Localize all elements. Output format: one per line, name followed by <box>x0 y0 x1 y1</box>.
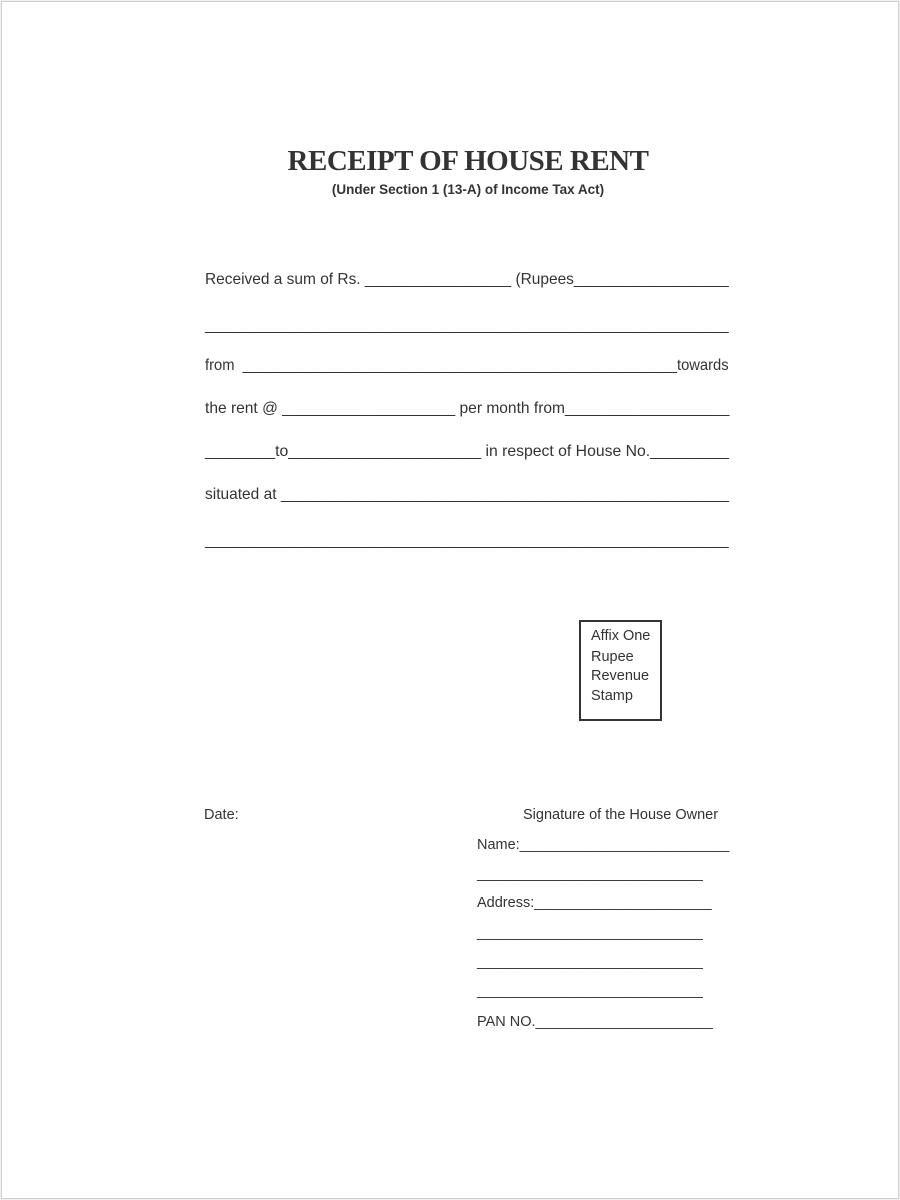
blank-line: ____________________________ <box>477 954 703 970</box>
received-sum-line: Received a sum of Rs. _________________ (Rupees__________________ <box>205 271 729 288</box>
situated-at-line: situated at ____________________________________________________ <box>205 486 729 503</box>
owner-name-line: Name:__________________________ <box>477 837 730 853</box>
rupees-continuation-line: _______________________________________________________________ <box>205 317 729 334</box>
blank-line: ____________________________ <box>477 925 703 941</box>
stamp-text-line: Stamp <box>591 688 633 704</box>
rent-rate-line: the rent @ ____________________ per month from___________________ <box>205 400 730 417</box>
stamp-text-line: Affix One <box>591 628 651 644</box>
date-label: Date: <box>204 807 239 823</box>
blank-line: ____________________________ <box>477 983 703 999</box>
document-title: RECEIPT OF HOUSE RENT <box>287 145 649 177</box>
revenue-stamp-box <box>579 620 662 721</box>
pan-number-line: PAN NO.______________________ <box>477 1014 713 1030</box>
blank-line: ____________________________ <box>477 866 703 882</box>
signature-label: Signature of the House Owner <box>523 807 719 823</box>
stamp-text-line: Rupee <box>591 649 634 665</box>
stamp-text-line: Revenue <box>591 668 650 684</box>
from-towards-line: from _____________________________________________________towards <box>205 357 729 374</box>
house-number-line: ________to______________________ in respect of House No._________ <box>205 443 730 460</box>
address-continuation-line: _______________________________________________________________ <box>205 532 729 549</box>
owner-address-line: Address:______________________ <box>477 895 712 911</box>
document-subtitle: (Under Section 1 (13-A) of Income Tax Act) <box>331 182 605 197</box>
receipt-page <box>1 1 899 1199</box>
